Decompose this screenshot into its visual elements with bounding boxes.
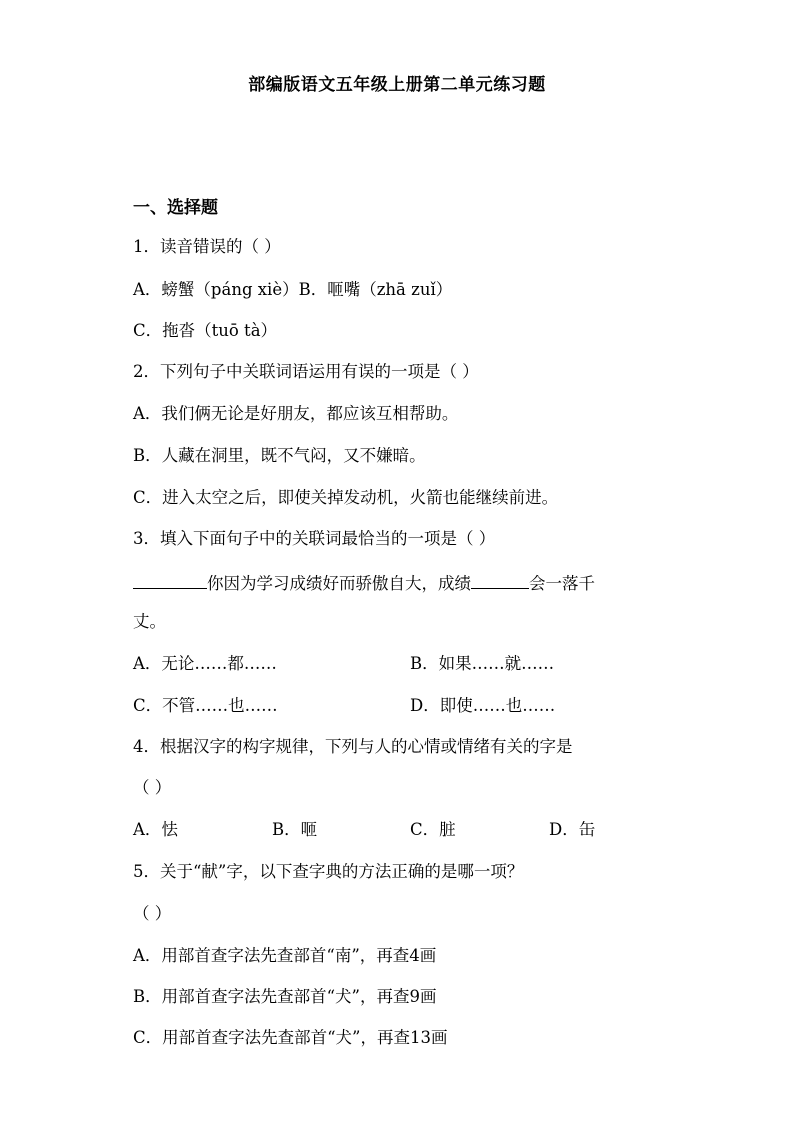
question-3-sentence-part1: 你因为学习成绩好而骄傲自大，成绩 bbox=[207, 574, 471, 593]
question-4-answer-paren: （ ） bbox=[133, 778, 172, 797]
answer-blank[interactable] bbox=[133, 570, 207, 589]
question-3-option-c: C．不管……也…… bbox=[133, 696, 278, 715]
question-3-sentence bbox=[133, 570, 595, 595]
question-3-sentence-part2: 会一落千 bbox=[529, 574, 595, 593]
question-3-option-b: B．如果……就…… bbox=[410, 654, 555, 673]
answer-blank[interactable] bbox=[471, 570, 529, 589]
question-2-option-a: A．我们俩无论是好朋友，都应该互相帮助。 bbox=[133, 404, 459, 423]
question-2-option-c: C．进入太空之后，即使关掉发动机，火箭也能继续前进。 bbox=[133, 488, 559, 507]
question-4-option-d: D．缶 bbox=[549, 820, 596, 839]
page-title: 部编版语文五年级上册第二单元练习题 bbox=[248, 75, 546, 95]
section-heading: 一、选择题 bbox=[133, 198, 218, 218]
question-1-option-c: C．拖沓（tuō tà） bbox=[133, 321, 278, 340]
question-3-sentence-continued: 丈。 bbox=[133, 612, 166, 631]
question-3-stem: 3．填入下面句子中的关联词最恰当的一项是（ ） bbox=[133, 529, 496, 548]
question-4-option-c: C．脏 bbox=[410, 820, 456, 839]
question-2-option-b: B．人藏在洞里，既不气闷，又不嫌暗。 bbox=[133, 446, 426, 465]
question-5-option-b: B．用部首查字法先查部首“犬”，再查9画 bbox=[133, 987, 437, 1006]
question-4-option-a: A．怯 bbox=[133, 820, 178, 839]
question-3-option-d: D．即使……也…… bbox=[410, 696, 556, 715]
question-1-stem: 1．读音错误的（ ） bbox=[133, 237, 281, 256]
question-5-answer-paren: （ ） bbox=[133, 904, 172, 923]
question-1-options-ab: A．螃蟹（páng xiè）B．咂嘴（zhā zuǐ） bbox=[133, 280, 453, 299]
question-5-stem: 5．关于“献”字，以下查字典的方法正确的是哪一项？ bbox=[133, 862, 524, 881]
question-5-option-c: C．用部首查字法先查部首“犬”，再查13画 bbox=[133, 1028, 448, 1047]
question-2-stem: 2．下列句子中关联词语运用有误的一项是（ ） bbox=[133, 362, 479, 381]
question-4-stem: 4．根据汉字的构字规律，下列与人的心情或情绪有关的字是 bbox=[133, 737, 573, 756]
question-4-option-b: B．咂 bbox=[272, 820, 318, 839]
question-3-option-a: A．无论……都…… bbox=[133, 654, 277, 673]
question-5-option-a: A．用部首查字法先查部首“南”，再查4画 bbox=[133, 946, 437, 965]
